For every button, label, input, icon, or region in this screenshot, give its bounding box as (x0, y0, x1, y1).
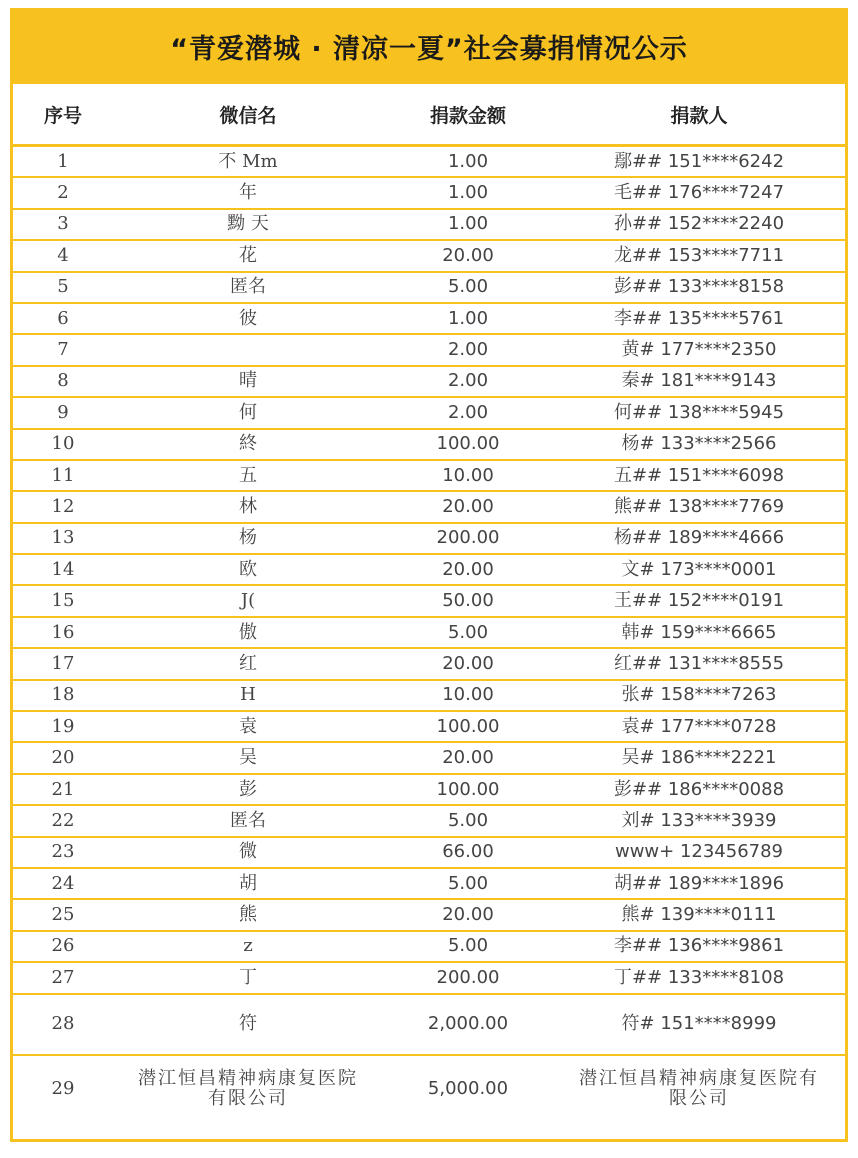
table-row (13, 585, 845, 616)
cell-amount: 2,000.00 (383, 994, 553, 1055)
table-row (13, 491, 845, 522)
table-row (13, 868, 845, 899)
cell-amount: 5.00 (383, 868, 553, 899)
table-row (13, 523, 845, 554)
header-wechat-name: 微信名 (113, 84, 383, 146)
cell-name: 年 (113, 177, 383, 208)
cell-donor: 胡## 189****1896 (553, 868, 845, 899)
cell-name: 丁 (113, 962, 383, 993)
table-row (13, 931, 845, 962)
cell-seq: 3 (13, 209, 113, 240)
cell-seq: 13 (13, 523, 113, 554)
cell-name: 符 (113, 994, 383, 1055)
table-row (13, 899, 845, 930)
cell-amount: 2.00 (383, 334, 553, 365)
cell-amount: 20.00 (383, 742, 553, 773)
cell-donor: 彭## 186****0088 (553, 774, 845, 805)
cell-name: 欧 (113, 554, 383, 585)
cell-name: 杨 (113, 523, 383, 554)
cell-donor: 袁# 177****0728 (553, 711, 845, 742)
table-row (13, 209, 845, 240)
cell-name: 微 (113, 837, 383, 868)
cell-amount: 1.00 (383, 146, 553, 178)
header-seq: 序号 (13, 84, 113, 146)
cell-donor: 彭## 133****8158 (553, 272, 845, 303)
cell-seq: 1 (13, 146, 113, 178)
cell-donor: 鄢## 151****6242 (553, 146, 845, 178)
cell-seq: 21 (13, 774, 113, 805)
cell-donor: 孙## 152****2240 (553, 209, 845, 240)
cell-seq: 8 (13, 366, 113, 397)
cell-amount: 20.00 (383, 648, 553, 679)
table-row (13, 1055, 845, 1122)
cell-donor: 杨# 133****2566 (553, 429, 845, 460)
cell-name: 潜江恒昌精神病康复医院 有限公司 (138, 1067, 358, 1109)
cell-amount: 20.00 (383, 491, 553, 522)
cell-name: 不 Mm (113, 146, 383, 178)
table-row (13, 554, 845, 585)
cell-amount: 5.00 (383, 272, 553, 303)
cell-amount: 20.00 (383, 554, 553, 585)
cell-seq: 22 (13, 805, 113, 836)
table-row (13, 334, 845, 365)
cell-amount: 66.00 (383, 837, 553, 868)
cell-donor: 丁## 133****8108 (553, 962, 845, 993)
cell-amount: 1.00 (383, 303, 553, 334)
table-row (13, 962, 845, 993)
cell-amount: 10.00 (383, 460, 553, 491)
cell-seq: 9 (13, 397, 113, 428)
cell-donor: 秦# 181****9143 (553, 366, 845, 397)
table-row (13, 146, 845, 178)
cell-name: 袁 (113, 711, 383, 742)
header-donor: 捐款人 (553, 84, 845, 146)
cell-amount: 50.00 (383, 585, 553, 616)
cell-amount: 5,000.00 (427, 1077, 509, 1099)
cell-donor: 黄# 177****2350 (553, 334, 845, 365)
cell-amount: 1.00 (383, 177, 553, 208)
table-row (13, 366, 845, 397)
cell-name: 何 (113, 397, 383, 428)
table-row (13, 617, 845, 648)
cell-seq: 18 (13, 680, 113, 711)
cell-donor: 韩# 159****6665 (553, 617, 845, 648)
cell-seq: 26 (13, 931, 113, 962)
cell-donor: 文# 173****0001 (553, 554, 845, 585)
cell-amount: 10.00 (383, 680, 553, 711)
cell-amount: 100.00 (383, 711, 553, 742)
cell-amount: 200.00 (383, 523, 553, 554)
cell-amount: 20.00 (383, 240, 553, 271)
cell-donor: 吴# 186****2221 (553, 742, 845, 773)
table-row (13, 272, 845, 303)
cell-name: 花 (113, 240, 383, 271)
cell-name: z (113, 931, 383, 962)
cell-donor: 何## 138****5945 (553, 397, 845, 428)
cell-name: 林 (113, 491, 383, 522)
cell-seq: 10 (13, 429, 113, 460)
cell-seq: 20 (13, 742, 113, 773)
table-row (13, 429, 845, 460)
table-row (13, 680, 845, 711)
cell-seq: 14 (13, 554, 113, 585)
cell-donor: 五## 151****6098 (553, 460, 845, 491)
cell-donor: 龙## 153****7711 (553, 240, 845, 271)
table-header-row (13, 84, 845, 146)
cell-amount: 2.00 (383, 397, 553, 428)
cell-seq: 15 (13, 585, 113, 616)
cell-name: 五 (113, 460, 383, 491)
cell-seq: 28 (13, 994, 113, 1055)
cell-donor: 潜江恒昌精神病康复医院有 限公司 (579, 1067, 819, 1109)
cell-name: 終 (113, 429, 383, 460)
table-row (13, 837, 845, 868)
cell-amount: 5.00 (383, 931, 553, 962)
cell-name: 彭 (113, 774, 383, 805)
cell-name: 吴 (113, 742, 383, 773)
cell-amount: 200.00 (383, 962, 553, 993)
cell-seq: 25 (13, 899, 113, 930)
cell-donor: 杨## 189****4666 (553, 523, 845, 554)
cell-name: 胡 (113, 868, 383, 899)
table-row (13, 177, 845, 208)
table-row (13, 303, 845, 334)
cell-name: 红 (113, 648, 383, 679)
table-row (13, 711, 845, 742)
cell-seq: 24 (13, 868, 113, 899)
cell-seq: 11 (13, 460, 113, 491)
cell-name: 傲 (113, 617, 383, 648)
cell-name: 彼 (113, 303, 383, 334)
table-row (13, 994, 845, 1055)
cell-amount: 20.00 (383, 899, 553, 930)
cell-seq: 27 (13, 962, 113, 993)
header-amount: 捐款金额 (383, 84, 553, 146)
cell-seq: 17 (13, 648, 113, 679)
cell-donor: 熊# 139****0111 (553, 899, 845, 930)
table-row (13, 397, 845, 428)
table-row (13, 240, 845, 271)
cell-seq: 29 (51, 1077, 75, 1099)
cell-seq: 5 (13, 272, 113, 303)
cell-name: 黝 天 (113, 209, 383, 240)
table-row (13, 460, 845, 491)
cell-amount: 100.00 (383, 774, 553, 805)
cell-name: 晴 (113, 366, 383, 397)
cell-donor: 李## 136****9861 (553, 931, 845, 962)
cell-donor: www+ 123456789 (553, 837, 845, 868)
cell-seq: 23 (13, 837, 113, 868)
table-row (13, 742, 845, 773)
cell-donor: 王## 152****0191 (553, 585, 845, 616)
cell-name: 匿名 (113, 272, 383, 303)
cell-name (113, 334, 383, 365)
cell-donor: 李## 135****5761 (553, 303, 845, 334)
table-row (13, 648, 845, 679)
cell-donor: 熊## 138****7769 (553, 491, 845, 522)
cell-amount: 1.00 (383, 209, 553, 240)
cell-donor: 毛## 176****7247 (553, 177, 845, 208)
cell-name: H (113, 680, 383, 711)
cell-name: 熊 (113, 899, 383, 930)
cell-amount: 5.00 (383, 617, 553, 648)
cell-name: 匿名 (113, 805, 383, 836)
cell-name: J( (113, 585, 383, 616)
cell-amount: 2.00 (383, 366, 553, 397)
donation-table (13, 84, 845, 1122)
cell-seq: 16 (13, 617, 113, 648)
cell-seq: 12 (13, 491, 113, 522)
table-row (13, 805, 845, 836)
cell-donor: 红## 131****8555 (553, 648, 845, 679)
cell-donor: 刘# 133****3939 (553, 805, 845, 836)
table-row (13, 774, 845, 805)
table-body (13, 146, 845, 1122)
cell-seq: 2 (13, 177, 113, 208)
cell-seq: 6 (13, 303, 113, 334)
cell-seq: 19 (13, 711, 113, 742)
cell-seq: 4 (13, 240, 113, 271)
cell-amount: 100.00 (383, 429, 553, 460)
cell-donor: 符# 151****8999 (553, 994, 845, 1055)
cell-amount: 5.00 (383, 805, 553, 836)
cell-seq: 7 (13, 334, 113, 365)
cell-donor: 张# 158****7263 (553, 680, 845, 711)
page-title: “青爱潜城 · 清凉一夏”社会募捐情况公示 (10, 8, 848, 84)
